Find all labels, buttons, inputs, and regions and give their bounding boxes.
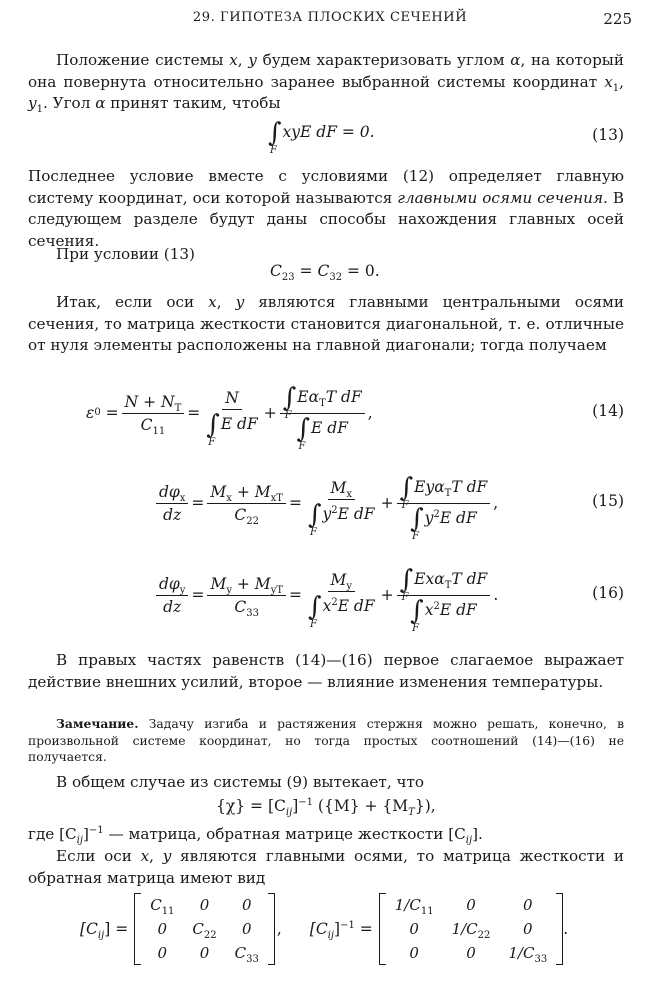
stiffness-matrix-row (141, 941, 268, 965)
equation-13: ∫ F xyE dF = 0. (13) (268, 118, 624, 156)
paragraph-inverse-matrix: где $[C_{ij}]^{-1}$ — матрица, обратная матрице жесткости $[C_{ij}]$. (28, 824, 483, 847)
stiffness-matrix-cell: $C_{33}$ (234, 944, 259, 965)
inverse-matrix-row (386, 917, 556, 941)
paragraph-general-case: В общем случае из системы (9) вытекает, что (56, 773, 425, 791)
stiffness-matrix-row (141, 917, 268, 941)
paragraph-condition: При условии (13) (56, 245, 195, 263)
running-header (28, 10, 632, 30)
inverse-matrix-cell: $1/C_{11}$ (394, 896, 434, 917)
equation-number: (14) (592, 402, 624, 420)
inverse-matrix-cell: $1/C_{33}$ (508, 944, 548, 965)
equation-number: (16) (592, 584, 624, 602)
equation-matrices: $[C_{ij}]$ = $C_{11}$ 0 0 0 $C_{22}$ 0 0 0 $C_{33}$ , $[C_{ij}]^{-1}$ = $1/C_{11}$ 0 0 0 $1/C_{22}$ 0 0 0 $1/C_{33}$ . (28, 890, 624, 970)
paragraph-orientation: Положение системы x, y будем характеризовать углом α, на который она повернута относительно заранее выбранной системы координат $x_1$, $y_1$. Угол α принят таким, чтобы (28, 51, 625, 116)
stiffness-matrix-cell: 0 (241, 920, 252, 938)
inverse-matrix-cell: 0 (523, 896, 533, 914)
equation-14: ε 0 = $\frac{N + N_T}{C_{11}}$ = N ∫ F E dF + ∫ F $E\alpha_TT$ dF ∫ F E dF , (14) (86, 382, 624, 452)
inverse-matrix-cell: 0 (466, 944, 476, 962)
stiffness-matrix-cell: 0 (199, 896, 210, 914)
paragraph-right-parts: В правых частях равенств (14)—(16) первое слагаемое выражает действие внешних усилий, второе — влияние изменения температуры. (28, 651, 624, 691)
paragraph-principal-axes: Последнее условие вместе с условиями (12) определяет главную систему координат, оси которой называются главными осями сечения. В следующем разделе будут даны способы нахождения главных осей сечения. (28, 167, 624, 250)
stiffness-matrix-cell: 0 (157, 944, 168, 962)
stiffness-matrix-row (141, 893, 268, 917)
inverse-stiffness-matrix (379, 893, 563, 965)
inverse-matrix-cell: 0 (523, 920, 533, 938)
stiffness-matrix-cell: $C_{11}$ (150, 896, 175, 917)
paragraph-diagonal: Итак, если оси x, y являются главными центральными осями сечения, то матрица жесткости становится диагональной, т. е. отличные от нуля элементы расположены на главной диагонали; тогда получаем (28, 293, 624, 354)
remark: Замечание. Задачу изгиба и растяжения стержня можно решать, конечно, в произвольной системе координат, но тогда простых соотношений (14)—(16) не получается. (28, 716, 624, 764)
inverse-matrix-cell: 0 (466, 896, 476, 914)
inverse-matrix-row (386, 893, 556, 917)
stiffness-matrix-cell: 0 (199, 944, 210, 962)
stiffness-matrix-cell: 0 (157, 920, 168, 938)
equation-number: (15) (592, 492, 624, 510)
paragraph-main-axes: Если оси x, y являются главными осями, то матрица жесткости и обратная матрица имеют вид (28, 847, 624, 887)
inverse-matrix-cell: 0 (409, 944, 419, 962)
inverse-matrix-row (386, 941, 556, 965)
stiffness-matrix-cell: 0 (241, 896, 252, 914)
equation-chi: $\{\chi\} = [C_{ij}]^{-1}$ $(\{M\} + \{M_T\})$, (216, 796, 436, 819)
inverse-matrix-cell: 0 (409, 920, 419, 938)
inverse-matrix-cell: $1/C_{22}$ (451, 920, 491, 941)
equation-15: $\frac{d\varphi_x}{dz}$ = $\frac{M_x + M_{xT}}{C_{22}}$ = $M_x$ ∫ F $y^2E$ dF + ∫ F Eyα$_T$T dF ∫ F $y^2E$ dF , (15) (28, 458, 624, 550)
equation-c23: $C_{23} = C_{32} = 0$. (270, 262, 380, 284)
section-title: 29. ГИПОТЕЗА ПЛОСКИХ СЕЧЕНИЙ (192, 10, 468, 25)
integral-sign: ∫ F (268, 118, 282, 156)
stiffness-matrix (134, 893, 275, 965)
page-number: 225 (603, 10, 632, 28)
stiffness-matrix-cell: $C_{22}$ (192, 920, 217, 941)
remark-label: Замечание. (56, 716, 139, 731)
emphasis-term: главными осями сечения (397, 188, 604, 207)
equation-number: (13) (592, 126, 624, 144)
equation-16: $\frac{d\varphi_y}{dz}$ = $\frac{M_y + M_{yT}}{C_{33}}$ = $M_y$ ∫ F $x^2E$ dF + ∫ F Exα$_T$T dF ∫ F $x^2E$ dF . (16) (28, 550, 624, 642)
